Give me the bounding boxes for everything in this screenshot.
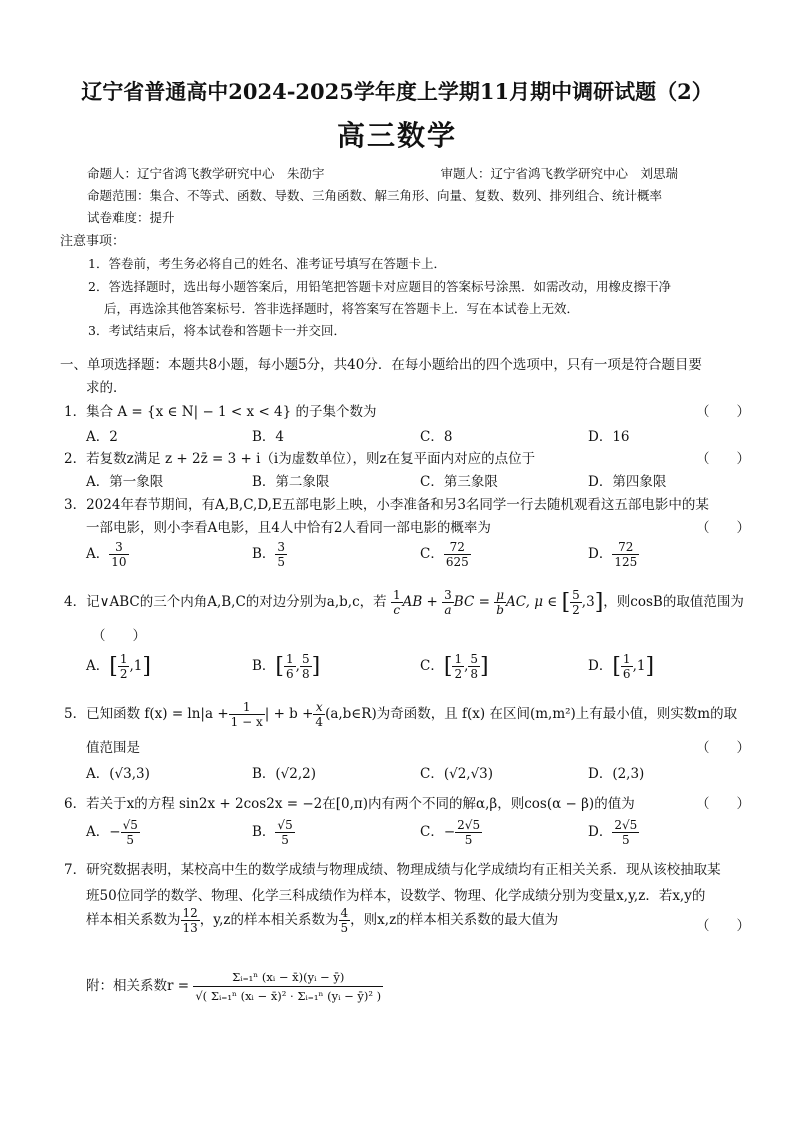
q3-d-den: 125 — [614, 555, 638, 569]
q3-option-a — [86, 540, 129, 569]
q4-b-den1: 6 — [286, 667, 294, 681]
q5-f2-num: x — [313, 700, 325, 715]
q5-mid: | + b + — [264, 706, 314, 722]
q4-range-num: 5 — [572, 588, 580, 602]
q4-c-den2: 8 — [470, 667, 479, 681]
q4-f1-den: c — [393, 603, 401, 617]
section-heading-cont: 求的． — [86, 380, 127, 396]
q6-option-a — [86, 818, 140, 847]
q7-l3c: ，则x,z的样本相关系数的最大值为 — [350, 912, 559, 928]
q5-option-b: B．(√2,2) — [252, 766, 317, 782]
q7-f2-num: 4 — [340, 906, 349, 920]
q4-term-2: BC = — [453, 594, 490, 610]
q1-option-c: C．8 — [420, 429, 453, 445]
q4-option-c: C．[ $\frac{1}{2}$ , $\frac{5}{8}$ ] — [420, 652, 489, 681]
q5-answer-paren: （ ） — [696, 740, 750, 756]
q7-frac-2 — [339, 906, 351, 935]
q4-option-b: B．[ $\frac{1}{6}$ , $\frac{5}{8}$ ] — [252, 652, 321, 681]
q4-c-den1: 2 — [454, 667, 463, 681]
q4-range-tail: ,3 — [581, 594, 595, 610]
q1-option-b: B．4 — [252, 429, 285, 445]
q3-option-d — [588, 540, 639, 569]
note-3: 3．考试结束后，将本试卷和答题卡一并交回． — [88, 323, 346, 338]
q4-answer-paren: （ ） — [92, 628, 146, 644]
q4-option-d: D．[ $\frac{1}{6}$ ,1] — [588, 652, 655, 681]
q2-option-d: D．第四象限 — [588, 474, 667, 490]
note-2-cont: 后，再选涂其他答案标号．答非选择题时，将答案写在答题卡上．写在本试卷上无效． — [104, 301, 580, 316]
q4-b-frac-1 — [284, 652, 296, 681]
q4-a-num: 1 — [119, 652, 128, 666]
meta-author-line — [87, 164, 678, 182]
q4-d-frac — [621, 652, 633, 681]
q3-option-d-fraction — [612, 540, 639, 569]
q4-d-num: 1 — [622, 652, 631, 666]
q4-b-den2: 8 — [301, 667, 310, 681]
q3-option-d-label: D． — [588, 546, 613, 562]
q7-stem-line1: 7．研究数据表明，某校高中生的数学成绩与物理成绩、物理成绩与化学成绩均有正相关关系．现从该校抽取某 — [64, 862, 721, 878]
q3-b-num: 3 — [277, 540, 286, 554]
q1-option-a: A．2 — [86, 429, 118, 445]
q2-stem: 2．若复数z满足 z + 2z̄ = 3 + i（i为虚数单位），则z在复平面内对应的点位于 — [64, 451, 536, 467]
q4-range-frac — [570, 588, 582, 617]
q2-option-a: A．第一象限 — [86, 474, 164, 490]
q5-f2-den: 4 — [315, 715, 324, 729]
q3-b-den: 5 — [277, 555, 286, 569]
q2-option-b: B．第二象限 — [252, 474, 330, 490]
q7-l3b: ，y,z的样本相关系数为 — [199, 912, 339, 928]
q4-a-tail: ,1 — [129, 658, 143, 674]
q7-stem-line2: 班50位同学的数学、物理、化学三科成绩作为样本，设数学、物理、化学成绩分别为变量x,y,z．若x,y的 — [86, 888, 706, 904]
note-2: 2．答选择题时，选出每小题答案后，用铅笔把答题卡对应题目的答案标号涂黑．如需改动，用橡皮擦干净 — [88, 279, 671, 294]
q3-option-b-label: B． — [252, 546, 276, 562]
q4-frac-2 — [442, 588, 454, 617]
q7-f1-num: 12 — [182, 906, 198, 920]
q6-option-b — [252, 818, 295, 847]
q3-option-a-fraction — [109, 540, 128, 569]
q6-option-a-label: A．− — [86, 824, 121, 840]
q1-option-d: D．16 — [588, 429, 630, 445]
q6-b-num: √5 — [277, 818, 293, 832]
q4-term-1: AB + — [402, 594, 438, 610]
q3-option-c-fraction — [444, 540, 471, 569]
q3-option-c-label: C． — [420, 546, 444, 562]
q4-frac-1 — [391, 588, 403, 617]
q5-stem-line2: 值范围是 — [86, 740, 140, 756]
q4-c-num1: 1 — [454, 652, 463, 666]
meta-difficulty: 试卷难度：提升 — [87, 210, 175, 225]
q4-b-frac-2 — [300, 652, 312, 681]
q3-c-den: 625 — [445, 555, 469, 569]
q6-c-den: 5 — [464, 833, 473, 847]
q3-option-b-fraction — [275, 540, 287, 569]
q6-a-frac — [121, 818, 140, 847]
q6-option-c-label: C．− — [420, 824, 456, 840]
q4-stem-line1: 4．记∨ABC的三个内角A,B,C的对边分别为a,b,c，若 $\frac{1}{c}$ AB + $\frac{3}{a}$ BC = $\frac{\mu}{b}$ AC, μ ∈ [ $\frac{5}{2}$ ,3]，则cosB的取值范围为 — [64, 588, 744, 617]
author-label: 命题人：辽宁省鸿飞教学研究中心 朱劭宇 — [87, 166, 325, 181]
reviewer-label: 审题人：辽宁省鸿飞教学研究中心 刘思瑞 — [440, 166, 678, 181]
q5-post: (a,b∈R)为奇函数，且 f(x) 在区间(m,m²)上有最小值，则实数m的取 — [325, 706, 738, 722]
q6-b-frac — [275, 818, 294, 847]
q4-option-d-label: D． — [588, 658, 613, 674]
notes-heading: 注意事项： — [60, 234, 126, 249]
q5-f1-den: 1 − x — [230, 715, 263, 729]
q4-c-frac-1 — [452, 652, 464, 681]
q6-a-num: √5 — [122, 818, 138, 832]
q4-frac-3 — [494, 588, 506, 617]
q3-option-a-label: A． — [86, 546, 110, 562]
q6-option-b-label: B． — [252, 824, 276, 840]
q3-a-num: 3 — [109, 540, 128, 555]
q6-c-frac — [455, 818, 482, 847]
q6-option-c — [420, 818, 482, 847]
q2-option-c: C．第三象限 — [420, 474, 498, 490]
q4-c-frac-2 — [468, 652, 480, 681]
q6-option-d-label: D． — [588, 824, 613, 840]
formula-numerator: Σᵢ₌₁ⁿ (xᵢ − x̄)(yᵢ − ȳ) — [193, 968, 383, 987]
q5-option-d: D．(2,3) — [588, 766, 645, 782]
q5-option-a: A．(√3,3) — [86, 766, 150, 782]
q4-option-a-label: A． — [86, 658, 110, 674]
note-1: 1．答卷前，考生务必将自己的姓名、准考证号填写在答题卡上． — [88, 256, 446, 271]
q6-stem: 6．若关于x的方程 sin2x + 2cos2x = −2在[0,π)内有两个不同的解α,β，则cos(α − β)的值为 — [64, 796, 635, 812]
q6-d-num: 2√5 — [614, 818, 638, 832]
q7-correlation-formula — [86, 968, 383, 1005]
q4-c-num2: 5 — [470, 652, 479, 666]
meta-scope: 命题范围：集合、不等式、函数、导数、三角函数、解三角形、向量、复数、数列、排列组合、统计概率 — [87, 188, 663, 203]
q6-a-den: 5 — [126, 833, 135, 847]
q7-answer-paren: （ ） — [696, 918, 750, 934]
q1-answer-paren: （ ） — [696, 404, 750, 420]
q6-option-d — [588, 818, 639, 847]
q6-b-den: 5 — [281, 833, 289, 847]
q7-frac-1 — [181, 906, 200, 935]
q4-a-den: 2 — [119, 667, 128, 681]
q4-b-num1: 1 — [286, 652, 294, 666]
q4-term-3: AC, μ ∈ — [506, 594, 558, 610]
q6-c-num: 2√5 — [457, 818, 481, 832]
q7-l3a: 样本相关系数为 — [86, 912, 181, 928]
q7-stem-line3 — [86, 906, 558, 935]
q4-option-a: A．[ $\frac{1}{2}$ ,1] — [86, 652, 151, 681]
q5-frac-1 — [229, 700, 265, 729]
q4-range-den: 2 — [572, 603, 580, 617]
q4-f3-num: μ — [496, 588, 505, 602]
q7-f1-den: 13 — [182, 921, 198, 935]
q4-option-b-label: B． — [252, 658, 276, 674]
q3-d-num: 72 — [612, 540, 639, 555]
q3-c-num: 72 — [444, 540, 471, 555]
formula-label: 附：相关系数r = — [86, 978, 190, 994]
q5-stem-line1 — [64, 700, 737, 729]
q4-pre: 4．记∨ABC的三个内角A,B,C的对边分别为a,b,c，若 — [64, 594, 387, 610]
q4-f2-den: a — [444, 603, 452, 617]
formula-denominator: √( Σᵢ₌₁ⁿ (xᵢ − x̄)² · Σᵢ₌₁ⁿ (yᵢ − ȳ)² ) — [195, 989, 382, 1003]
q4-d-tail: ,1 — [632, 658, 646, 674]
q3-answer-paren: （ ） — [696, 520, 750, 536]
q4-d-den: 6 — [622, 667, 631, 681]
q3-option-b — [252, 540, 287, 569]
q3-option-c — [420, 540, 471, 569]
q3-stem-line2: 一部电影，则小李看A电影，且4人中恰有2人看同一部电影的概率为 — [86, 520, 491, 536]
exam-subject: 高三数学 — [336, 119, 457, 152]
q3-stem-line1: 3．2024年春节期间，有A,B,C,D,E五部电影上映，小李准备和另3名同学一行去随机观看这五部电影中的某 — [64, 497, 709, 513]
q3-a-den: 10 — [111, 555, 127, 569]
q6-d-den: 5 — [621, 833, 630, 847]
q6-d-frac — [612, 818, 639, 847]
q4-a-frac — [118, 652, 130, 681]
q4-b-num2: 5 — [301, 652, 310, 666]
q5-option-c: C．(√2,√3) — [420, 766, 494, 782]
q5-f1-num: 1 — [229, 700, 265, 715]
q5-pre: 5．已知函数 f(x) = ln|a + — [64, 706, 229, 722]
q4-option-c-label: C． — [420, 658, 444, 674]
q4-f2-num: 3 — [444, 588, 452, 602]
exam-title: 辽宁省普通高中2024-2025学年度上学期11月期中调研试题（2） — [81, 79, 713, 104]
q4-post: ，则cosB的取值范围为 — [603, 594, 744, 610]
q4-f1-num: 1 — [392, 588, 401, 602]
q1-stem: 1．集合 A = {x ∈ N| − 1 < x < 4} 的子集个数为 — [64, 404, 377, 420]
section-heading: 一、单项选择题：本题共8小题，每小题5分，共40分．在每小题给出的四个选项中，只有一项是符合题目要 — [60, 357, 702, 373]
q4-f3-den: b — [496, 603, 504, 617]
q5-frac-2 — [313, 700, 325, 729]
q6-answer-paren: （ ） — [696, 796, 750, 812]
q7-f2-den: 5 — [340, 921, 349, 935]
q2-answer-paren: （ ） — [696, 451, 750, 467]
formula-fraction — [193, 968, 383, 1005]
